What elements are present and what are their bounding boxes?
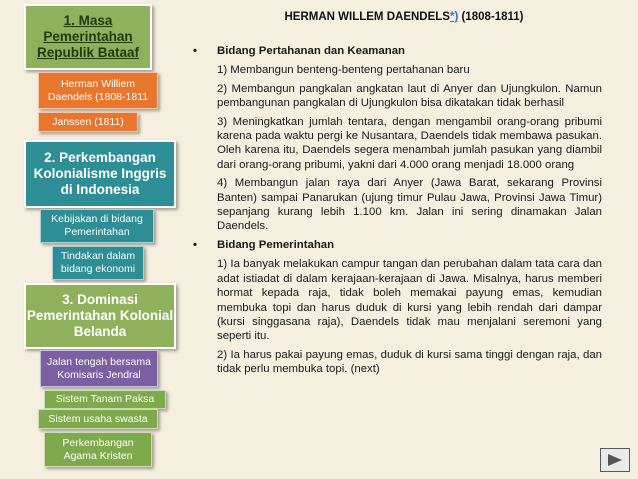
sidebar-item-label: Kebijakan di bidang Pemerintahan bbox=[51, 213, 143, 238]
page-title bbox=[190, 11, 618, 23]
sidebar-section-dominasi-pemerintahan-kolonial[interactable] bbox=[24, 283, 176, 349]
title-years: (1808-1811) bbox=[458, 11, 524, 23]
paragraph: 4) Membangun jalan raya dari Anyer (Jawa Barat, sekarang Provinsi Banten) sampai Panarukan (ujung timur Pulau Jawa, Provinsi Jawa Timur) sepanjang kurang lebih 1.100 km. Jalan ini sering dinamakan Jalan Daendels. bbox=[217, 177, 602, 233]
next-arrow-icon bbox=[605, 452, 625, 468]
sidebar-item-perkembangan-agama-kristen[interactable] bbox=[44, 432, 152, 467]
sidebar-item-label: Janssen (1811) bbox=[52, 115, 124, 128]
sidebar-item-label: Perkembangan Agama Kristen bbox=[62, 436, 134, 462]
sidebar-section-perkembangan-kolonialisme-inggris[interactable] bbox=[24, 140, 176, 208]
sidebar-item-label: Tindakan dalam bidang ekonomi bbox=[60, 250, 136, 275]
paragraph: 2) Membangun pangkalan angkatan laut di Anyer dan Ujungkulon. Namun pembangunan pangkalan di Ujungkulon bisa dikatakan tidak berhasil bbox=[217, 82, 602, 110]
sidebar-section-masa-pemerintahan-republik-bataaf[interactable] bbox=[24, 4, 152, 70]
content-body bbox=[190, 44, 602, 381]
sidebar-item-sistem-usaha-swasta[interactable] bbox=[38, 409, 158, 429]
sidebar-section-label: 3. Dominasi Pemerintahan Kolonial Belanda bbox=[26, 291, 174, 340]
bullet-heading-pertahanan bbox=[190, 44, 602, 58]
footnote-link[interactable]: *) bbox=[449, 11, 459, 23]
sidebar-item-label: Jalan tengah bersama Komisaris Jendral bbox=[47, 355, 151, 381]
bullet-dot: • bbox=[193, 238, 197, 251]
sidebar-item-label: Herman Williem Daendels (1808-1811 bbox=[47, 77, 149, 103]
bullet-heading-text: Bidang Pertahanan dan Keamanan bbox=[217, 45, 405, 57]
paragraph: 2) Ia harus pakai payung emas, duduk di kursi sama tinggi dengan raja, dan tidak perlu membuka topi. (next) bbox=[217, 348, 602, 376]
bullet-heading-text: Bidang Pemerintahan bbox=[217, 238, 335, 251]
sidebar-section-label: 2. Perkembangan Kolonialisme Inggris di Indonesia bbox=[33, 149, 167, 198]
paragraph: 1) Membangun benteng-benteng pertahanan baru bbox=[217, 64, 470, 77]
sidebar-item-herman-williem-daendels[interactable] bbox=[38, 72, 158, 109]
bullet-heading-pemerintahan bbox=[190, 238, 602, 252]
next-slide-button[interactable] bbox=[600, 448, 630, 472]
sidebar-item-janssen[interactable] bbox=[38, 112, 138, 132]
sidebar-section-label: 1. Masa Pemerintahan Republik Bataaf bbox=[36, 12, 140, 61]
sidebar-item-sistem-tanam-paksa[interactable] bbox=[44, 390, 166, 409]
sidebar-item-kebijakan-pemerintahan[interactable] bbox=[40, 209, 154, 243]
paragraph: 3) Meningkatkan jumlah tentara, dengan mengambil orang-orang pribumi karena pada waktu pergi ke Nusantara, Daendels tidak membawa pasukan. Oleh karena itu, Daendels segera menambah jumlah pasukan yang diambil dari orang-orang pribumi, yakni dari 4.000 orang menjadi 18.000 orang bbox=[217, 115, 602, 171]
sidebar-item-tindakan-ekonomi[interactable] bbox=[52, 246, 144, 280]
paragraph: 1) Ia banyak melakukan campur tangan dan perubahan dalam tata cara dan adat istiadat di dalam kerajaan-kerajaan di Jawa. Misalnya, harus memberi hormat kepada raja, tidak boleh memakai payung emas, kemudian membuka topi dan harus duduk di kursi yang lebih rendah dari dampar (kursi singgasana raja), Daendels tidak mau menjalani seremoni yang seperti itu. bbox=[217, 258, 602, 343]
sidebar-item-label: Sistem Tanam Paksa bbox=[55, 393, 155, 406]
sidebar-item-jalan-tengah[interactable] bbox=[40, 350, 158, 387]
title-text: HERMAN WILLEM DAENDELS bbox=[284, 11, 450, 23]
sidebar-item-label: Sistem usaha swasta bbox=[48, 412, 148, 425]
bullet-dot: • bbox=[193, 45, 197, 57]
